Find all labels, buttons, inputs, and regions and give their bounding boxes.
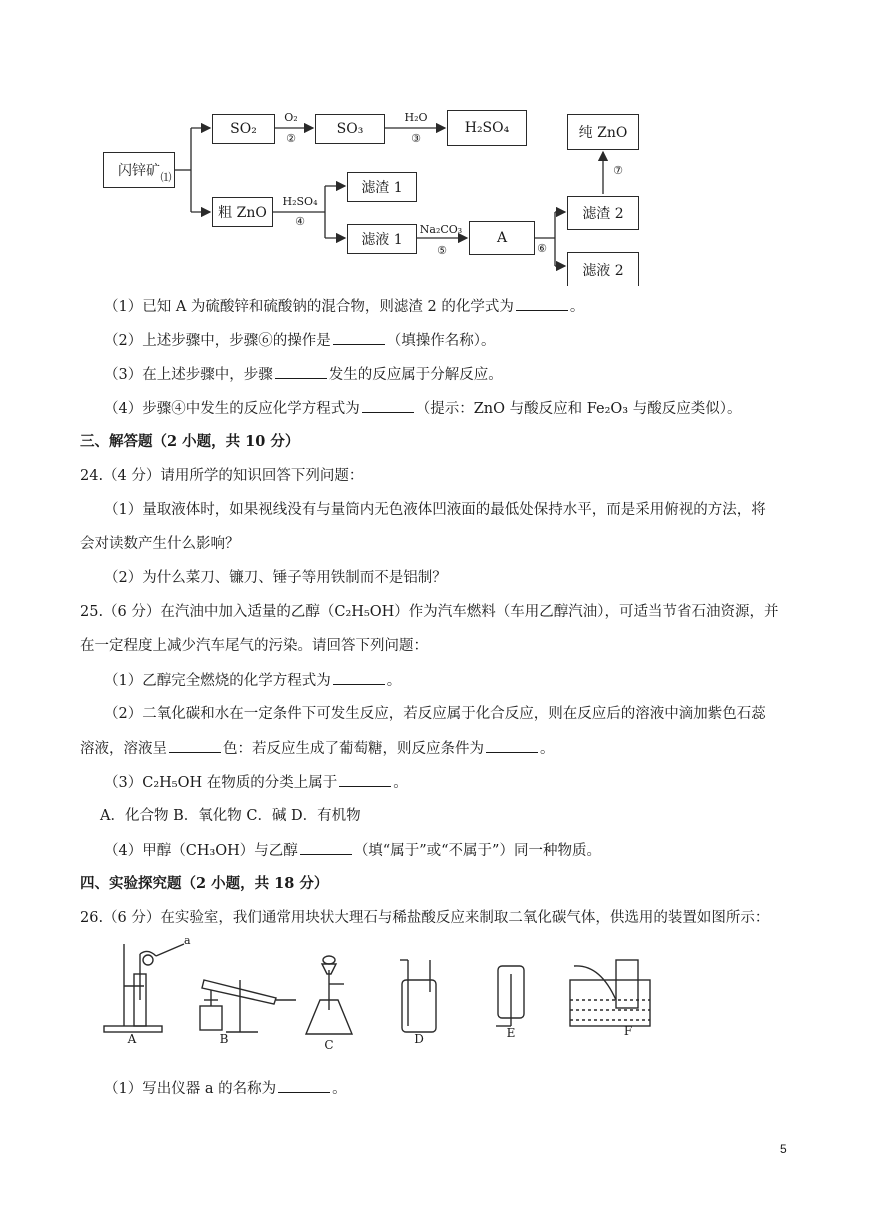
q24-part1-line1: （1）量取液体时，如果视线没有与量筒内无色液体凹液面的最低处保持水平，而是采用俯视的方法，将 bbox=[104, 502, 766, 518]
q23-part3-text: （3）在上述步骤中，步骤 bbox=[104, 367, 273, 383]
q24-part1-line2: 会对读数产生什么影响？ bbox=[80, 536, 240, 552]
q26-part1-end: 。 bbox=[332, 1081, 347, 1097]
process-flowchart bbox=[95, 102, 655, 290]
answer-blank bbox=[516, 296, 568, 311]
apparatus-label-b: B bbox=[219, 1032, 229, 1046]
filtrate1-label: 滤液 1 bbox=[361, 232, 403, 248]
h2so4-label: H₂SO₄ bbox=[464, 120, 510, 136]
answer-blank bbox=[275, 364, 327, 379]
q24-stem: 24.（4 分）请用所学的知识回答下列问题： bbox=[80, 468, 364, 484]
q23-part3-end: 发生的反应属于分解反应。 bbox=[328, 367, 503, 383]
so2-box bbox=[212, 114, 275, 144]
crude-zno-box bbox=[212, 197, 273, 227]
a-box bbox=[469, 221, 535, 255]
q23-part2-end: （填操作名称）。 bbox=[386, 333, 496, 349]
filtrate2-box bbox=[567, 252, 639, 286]
step6-label: ⑥ bbox=[537, 242, 547, 255]
o2-label: O₂ bbox=[284, 111, 298, 124]
crude-zno-label: 粗 ZnO bbox=[218, 205, 267, 221]
q23-part1-end: 。 bbox=[569, 299, 585, 315]
q25-part2-end: 。 bbox=[540, 741, 555, 757]
apparatus-label-e: E bbox=[506, 1026, 516, 1040]
step2-label: ② bbox=[286, 132, 296, 145]
q25-part1 bbox=[104, 670, 401, 691]
q25-part2-line2 bbox=[80, 738, 555, 759]
so3-box bbox=[315, 114, 385, 144]
q25-part1-end: 。 bbox=[386, 673, 402, 689]
apparatus-label-d: D bbox=[414, 1032, 424, 1046]
q25-part3 bbox=[104, 772, 408, 793]
apparatus-label-a-pointer: a bbox=[184, 934, 191, 947]
q25-part4-end: （填“属于”或“不属于”）同一种物质。 bbox=[353, 843, 601, 859]
q25-stem-line1: 25.（6 分）在汽油中加入适量的乙醇（C₂H₅OH）作为汽车燃料（车用乙醇汽油），可适当节省石油资源，并 bbox=[80, 604, 779, 620]
apparatus-d-drawing bbox=[400, 960, 436, 1032]
so2-label: SO₂ bbox=[230, 121, 257, 137]
step1-label: ⑴ bbox=[160, 171, 172, 184]
h2o-label: H₂O bbox=[404, 111, 428, 124]
apparatus-drawings bbox=[100, 940, 790, 1060]
residue2-box bbox=[567, 196, 639, 230]
pure-zno-box bbox=[567, 114, 639, 150]
step4-label: ④ bbox=[295, 215, 305, 228]
apparatus-f-drawing bbox=[570, 960, 650, 1026]
answer-blank bbox=[486, 738, 538, 753]
q26-part1-text: （1）写出仪器 a 的名称为 bbox=[104, 1081, 277, 1097]
answer-blank bbox=[169, 738, 221, 753]
ore-label: 闪锌矿 bbox=[118, 163, 160, 179]
h2so4-box bbox=[447, 110, 527, 146]
residue1-label: 滤渣 1 bbox=[361, 180, 403, 196]
q23-part4-end: （提示：ZnO 与酸反应和 Fe₂O₃ 与酸反应类似）。 bbox=[415, 401, 742, 417]
h2so4-reagent-label: H₂SO₄ bbox=[282, 195, 318, 208]
q25-stem-line2: 在一定程度上减少汽车尾气的污染。请回答下列问题： bbox=[80, 638, 428, 654]
apparatus-label-f: F bbox=[623, 1024, 633, 1038]
q23-part3 bbox=[104, 364, 503, 385]
residue2-label: 滤渣 2 bbox=[582, 206, 624, 222]
answer-blank bbox=[278, 1078, 330, 1093]
q25-part4-text: （4）甲醇（CH₃OH）与乙醇 bbox=[104, 843, 298, 859]
step7-label: ⑦ bbox=[613, 164, 623, 177]
q25-options: A．化合物 B．氧化物 C．碱 D．有机物 bbox=[100, 808, 361, 824]
q23-part4 bbox=[104, 398, 741, 419]
q23-part4-text: （4）步骤④中发生的反应化学方程式为 bbox=[104, 401, 360, 417]
so3-label: SO₃ bbox=[336, 121, 364, 137]
apparatus-label-c: C bbox=[324, 1038, 334, 1052]
residue1-box bbox=[347, 172, 417, 202]
q25-part4 bbox=[104, 840, 601, 861]
apparatus-a-drawing bbox=[104, 944, 184, 1032]
filtrate1-box bbox=[347, 224, 417, 254]
q25-part1-text: （1）乙醇完全燃烧的化学方程式为 bbox=[104, 673, 331, 689]
q23-part1 bbox=[104, 296, 584, 317]
section-3-heading: 三、解答题（2 小题，共 10 分） bbox=[80, 433, 300, 450]
q26-stem: 26.（6 分）在实验室，我们通常用块状大理石与稀盐酸反应来制取二氧化碳气体，供选用的装置如图所示： bbox=[80, 910, 770, 926]
filtrate2-label: 滤液 2 bbox=[582, 262, 624, 279]
q24-part2: （2）为什么菜刀、镰刀、锤子等用铁制而不是铝制？ bbox=[104, 570, 447, 586]
step3-label: ③ bbox=[411, 132, 421, 145]
q25-part3-end: 。 bbox=[393, 775, 408, 791]
answer-blank bbox=[339, 772, 391, 787]
na2co3-label: Na₂CO₃ bbox=[419, 223, 463, 236]
pure-zno-label: 纯 ZnO bbox=[578, 125, 628, 141]
a-label: A bbox=[496, 230, 508, 246]
section-4-heading: 四、实验探究题（2 小题，共 18 分） bbox=[80, 875, 329, 892]
page-number: 5 bbox=[780, 1142, 787, 1156]
answer-blank bbox=[300, 840, 352, 855]
q25-part3-text: （3）C₂H₅OH 在物质的分类上属于 bbox=[104, 775, 338, 791]
q23-part2-text: （2）上述步骤中，步骤⑥的操作是 bbox=[104, 333, 331, 349]
step5-label: ⑤ bbox=[437, 244, 447, 257]
q25-part2-text-b: 色：若反应生成了葡萄糖，则反应条件为 bbox=[223, 741, 484, 757]
apparatus-label-a: A bbox=[127, 1032, 137, 1046]
answer-blank bbox=[333, 670, 385, 685]
q23-part2 bbox=[104, 330, 495, 351]
answer-blank bbox=[333, 330, 385, 345]
q25-part2-line1: （2）二氧化碳和水在一定条件下可发生反应，若反应属于化合反应，则在反应后的溶液中滴加紫色石蕊 bbox=[104, 706, 766, 722]
q26-part1 bbox=[104, 1078, 347, 1099]
apparatus-figure bbox=[100, 934, 790, 1060]
apparatus-b-drawing bbox=[200, 980, 296, 1032]
apparatus-e-drawing bbox=[496, 966, 524, 1026]
answer-blank bbox=[362, 398, 414, 413]
apparatus-c-drawing bbox=[306, 956, 352, 1034]
q25-part2-text-a: 溶液，溶液呈 bbox=[80, 741, 167, 757]
q23-part1-text: （1）已知 A 为硫酸锌和硫酸钠的混合物，则滤渣 2 的化学式为 bbox=[104, 299, 514, 315]
